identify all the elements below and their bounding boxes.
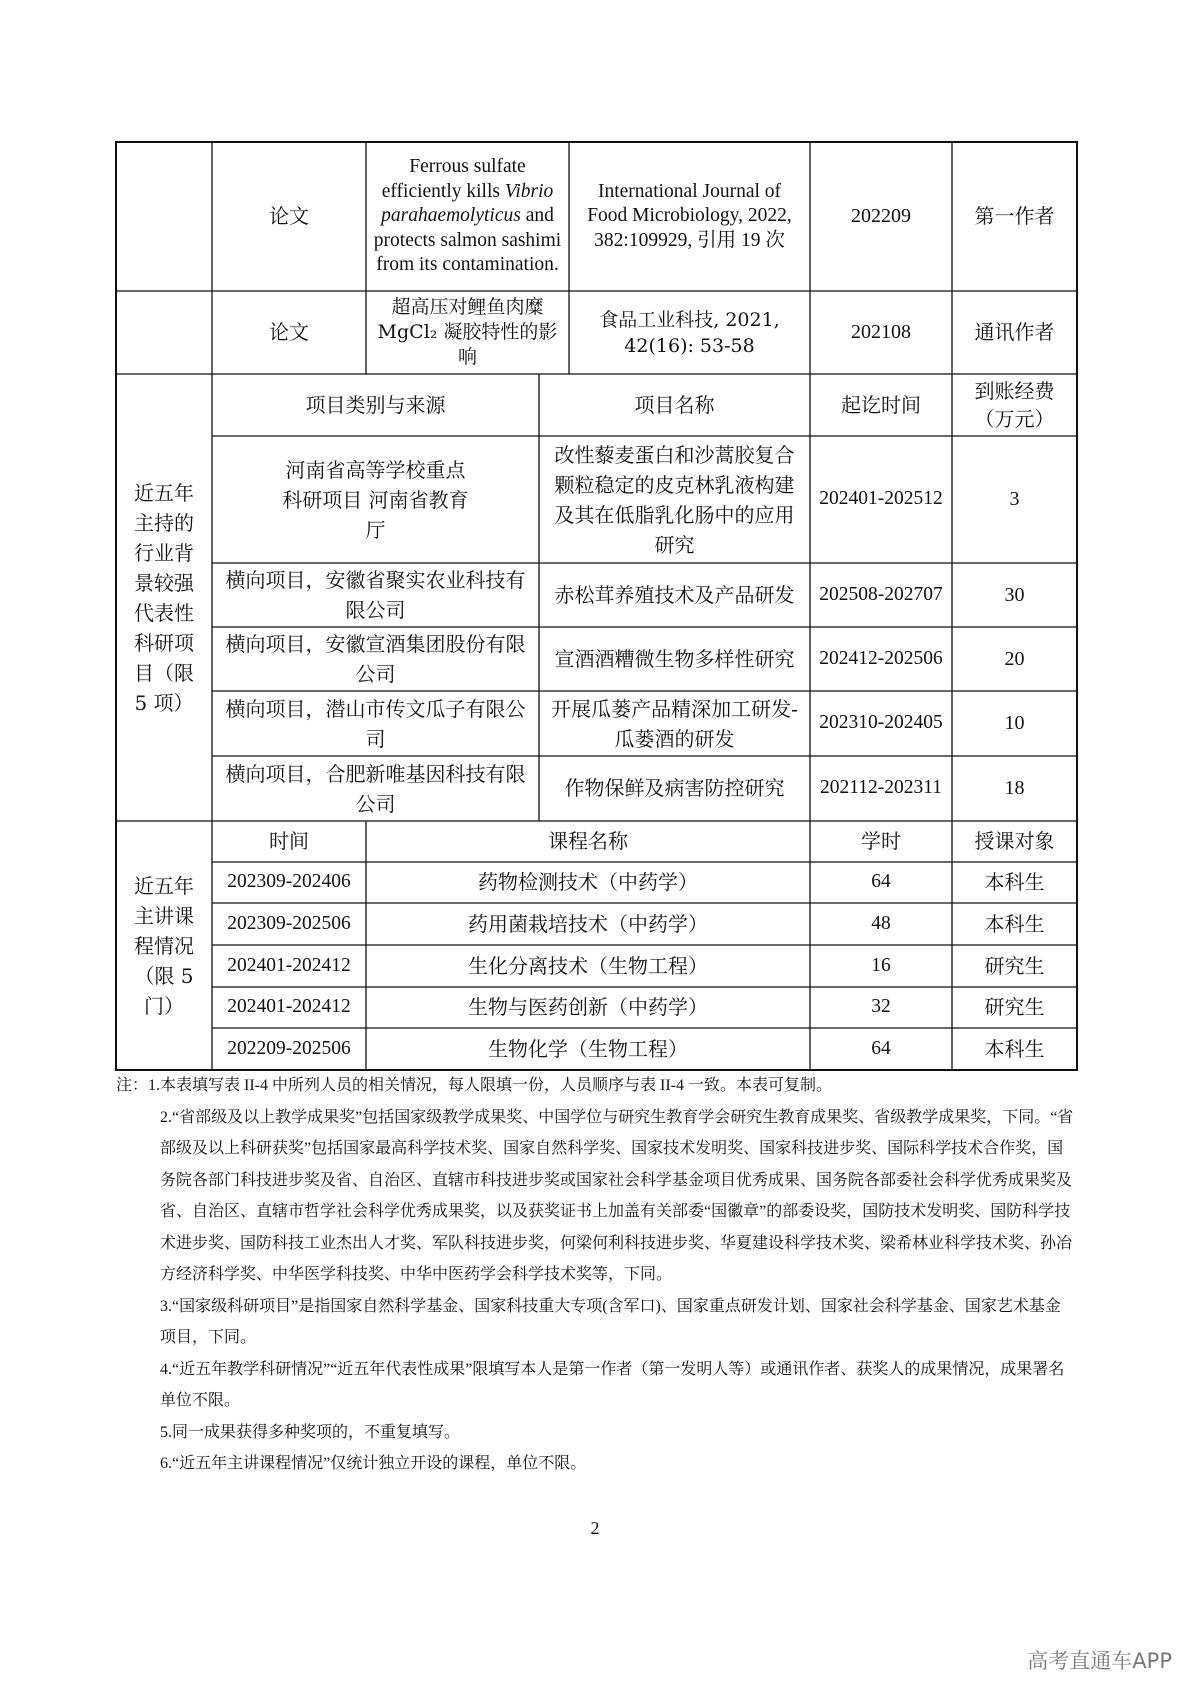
project-category: 横向项目，合肥新唯基因科技有限公司 (225, 761, 526, 816)
course-audience: 研究生 (984, 995, 1045, 1019)
course-time: 202309-202406 (227, 871, 351, 893)
paper-date: 202108 (851, 321, 911, 344)
project-category: 河南省高等学校重点科研项目 河南省教育厅 (282, 457, 469, 542)
note-item: 2.“省部级及以上教学成果奖”包括国家级教学成果奖、中国学位与研究生教育学会研究生教育成果奖、省级教学成果奖，下同。“省部级及以上科研获奖”包括国家最高科学技术奖、国家自然科学奖、国家技术发明奖、国家科技进步奖、国际科学技术合作奖，国务院各部门科技进步奖及省、自治区、直辖市科技进步奖或国家社会科学基金项目优秀成果、国务院各部委社会科学优秀成果奖及省、自治区、直辖市哲学社会科学优秀成果奖，以及获奖证书上加盖有关部委“国徽章”的部委设奖，国防技术发明奖、国防科学技术进步奖、国防科技工业杰出人才奖、军队科技进步奖，何梁何利科技进步奖、华夏建设科学技术奖、梁希林业科学技术奖、孙冶方经济科学奖、中华医学科技奖、中华中医药学会科学技术奖等，下同。 (160, 1108, 1074, 1283)
courses-section-label: 近五年主讲课程情况（限 5 门） (134, 873, 194, 1018)
paper-title-italic: Vibrio parahaemolyticus (381, 180, 554, 227)
course-name: 药用菌栽培技术（中药学） (468, 911, 708, 936)
project-name: 作物保鲜及病害防控研究 (564, 776, 785, 800)
note-item: 6.“近五年主讲课程情况”仅统计独立开设的课程，单位不限。 (160, 1455, 587, 1472)
paper-title: 超高压对鲤鱼肉糜MgCl₂ 凝胶特性的影响 (377, 296, 558, 368)
course-audience: 本科生 (984, 870, 1045, 894)
project-period: 202412-202506 (819, 647, 943, 669)
paper-journal: 食品工业科技, 2021, 42(16): 53-58 (599, 308, 780, 357)
paper-type: 论文 (269, 320, 309, 344)
course-time: 202309-202506 (227, 912, 351, 934)
project-period: 202401-202512 (819, 488, 943, 510)
paper-title (366, 142, 569, 291)
courses-header-time: 时间 (269, 829, 309, 853)
course-hours: 64 (871, 871, 891, 893)
page-number: 2 (590, 1518, 600, 1538)
course-audience: 本科生 (984, 911, 1045, 936)
paper-title-text: and protects salmon sashimi from its contamination. (373, 205, 562, 276)
project-name: 开展瓜蒌产品精深加工研发-瓜蒌酒的研发 (551, 696, 798, 751)
paper-type: 论文 (269, 204, 309, 228)
paper-role: 通讯作者 (974, 320, 1055, 344)
courses-header-hours: 学时 (861, 829, 901, 853)
project-period: 202112-202311 (819, 777, 943, 799)
paper-role: 第一作者 (974, 204, 1055, 228)
project-funds: 10 (1004, 712, 1025, 735)
project-category: 横向项目，潜山市传文瓜子有限公司 (225, 696, 526, 751)
course-audience: 研究生 (984, 953, 1045, 978)
course-hours: 32 (871, 996, 891, 1018)
project-period: 202508-202707 (819, 583, 943, 605)
note-item: 4.“近五年教学科研情况”“近五年代表性成果”限填写本人是第一作者（第一发明人等）或通讯作者、获奖人的成果情况，成果署名单位不限。 (160, 1360, 1065, 1409)
project-name: 改性藜麦蛋白和沙蒿胶复合颗粒稳定的皮克林乳液构建及其在低脂乳化肠中的应用研究 (554, 442, 795, 557)
course-name: 生物与医药创新（中药学） (468, 995, 708, 1019)
note-item: 注：1.本表填写表 II-4 中所列人员的相关情况，每人限填一份，人员顺序与表 II-4 一致。本表可复制。 (116, 1077, 832, 1094)
watermark: 高考直通车APP (1027, 1649, 1172, 1673)
notes (116, 1070, 1076, 1480)
project-name: 宣酒酒糟微生物多样性研究 (554, 646, 795, 671)
project-funds: 3 (1009, 488, 1020, 511)
paper-journal: International Journal of Food Microbiology, 2022, 382:109929, 引用 19 次 (587, 180, 792, 251)
project-funds: 30 (1004, 583, 1025, 606)
course-hours: 16 (871, 954, 891, 976)
projects-section-label: 近五年主持的行业背景较强代表性科研项目（限 5 项） (134, 480, 194, 715)
note-item: 5.同一成果获得多种奖项的，不重复填写。 (160, 1423, 461, 1441)
courses-header-name: 课程名称 (548, 829, 628, 853)
course-name: 生物化学（生物工程） (488, 1036, 688, 1061)
course-time: 202209-202506 (227, 1037, 351, 1059)
course-name: 药物检测技术（中药学） (478, 870, 698, 894)
paper-date: 202209 (851, 205, 911, 228)
project-category: 横向项目，安徽宣酒集团股份有限公司 (225, 632, 526, 686)
course-audience: 本科生 (984, 1036, 1045, 1061)
project-period: 202310-202405 (819, 712, 943, 734)
note-item: 3.“国家级科研项目”是指国家自然科学基金、国家科技重大专项(含军口)、国家重点研发计划、国家社会科学基金、国家艺术基金项目，下同。 (160, 1297, 1061, 1346)
paper-title-text: Ferrous sulfate efficiently kills (381, 156, 526, 202)
project-funds: 18 (1004, 777, 1025, 800)
course-hours: 48 (871, 912, 891, 934)
project-category: 横向项目，安徽省聚实农业科技有限公司 (225, 568, 526, 622)
projects-header-period: 起讫时间 (841, 392, 921, 417)
projects-header-funds: 到账经费（万元） (974, 379, 1055, 431)
course-time: 202401-202412 (227, 954, 351, 976)
course-hours: 64 (871, 1037, 891, 1059)
project-funds: 20 (1004, 647, 1025, 670)
projects-header-name: 项目名称 (634, 392, 715, 417)
courses-header-audience: 授课对象 (974, 829, 1055, 853)
project-name: 赤松茸养殖技术及产品研发 (554, 582, 795, 607)
projects-header-category: 项目类别与来源 (305, 392, 446, 417)
course-name: 生化分离技术（生物工程） (468, 953, 708, 978)
course-time: 202401-202412 (227, 996, 351, 1018)
